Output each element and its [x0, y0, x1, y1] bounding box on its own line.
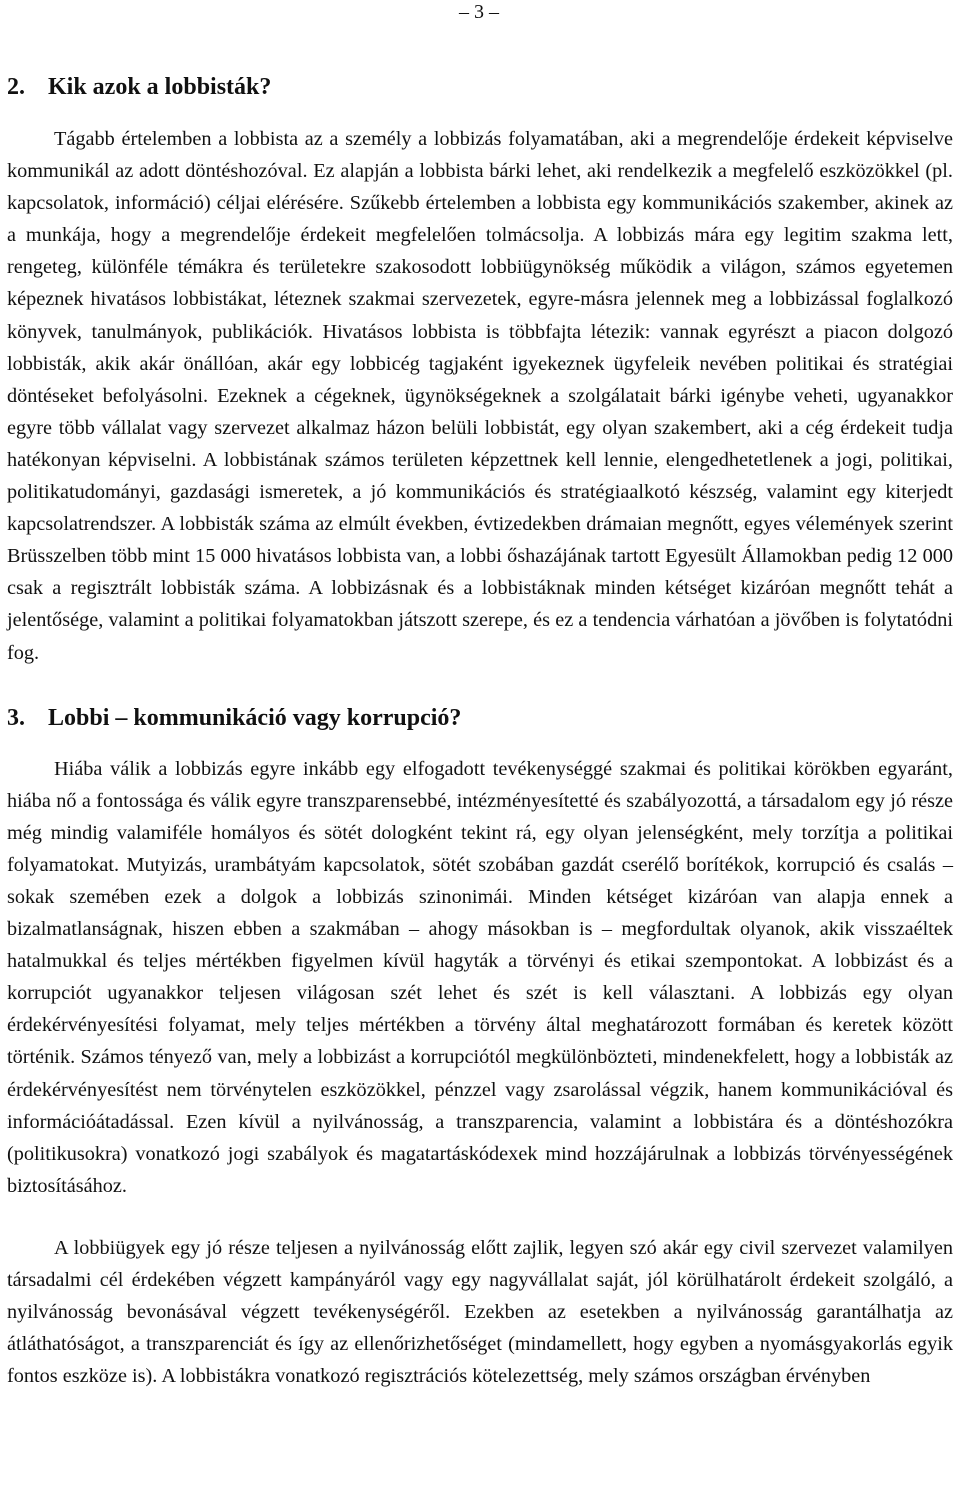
- section-title: Kik azok a lobbisták?: [48, 74, 272, 100]
- section-heading: [7, 701, 953, 735]
- page-number: – 3 –: [459, 1, 499, 23]
- section-number: 3.: [7, 704, 25, 731]
- section-heading: [7, 70, 953, 104]
- section-title: Lobbi – kommunikáció vagy korrupció?: [48, 704, 462, 731]
- document-body: [7, 70, 953, 1392]
- section-number: 2.: [7, 74, 25, 100]
- paragraph: Tágabb értelemben a lobbista az a személy a lobbizás folyamatában, aki a megrendelője érdekeit képviselve kommunikál az adott döntéshozóval. Ez alapján a lobbista bárki lehet, aki rendelkezik a megfelelő eszközökkel (pl. kapcsolatok, információ) céljai elérésére. Szűkebb értelemben a lobbista egy kommunikációs szakember, akinek az a munkája, hogy a megrendelője érdekeit megfelelően tolmácsolja. A lobbizás mára egy legitim szakma lett, rengeteg, különféle témákra és területekre szakosodott lobbiügynökség működik a világon, számos egyetemen képeznek hivatásos lobbistákat, léteznek szakmai szervezetek, egyre-másra jelennek meg a lobbizással foglalkozó könyvek, tanulmányok, publikációk. Hivatásos lobbista is többfajta létezik: vannak egyrészt a piacon dolgozó lobbisták, akik akár önállóan, akár egy lobbicég tagjaként igyekeznek ügyfeleik nevében politikai és stratégiai döntéseket befolyásolni. Ezeknek a cégeknek, ügynökségeknek a szolgálatait bárki igénybe veheti, ugyanakkor egyre több vállalat vagy szervezet alkalmaz házon belüli lobbistát, egy olyan szakembert, aki a cég érdekeit tudja hatékonyan képviselni. A lobbistának számos területen képzettnek kell lennie, elengedhetetlenek a jogi, politikai, politikatudományi, gazdasági ismeretek, a jó kommunikációs és stratégiaalkotó készség, valamint egy kiterjedt kapcsolatrendszer. A lobbisták száma az elmúlt években, évtizedekben drámaian megnőtt, egyes vélemények szerint Brüsszelben több mint 15 000 hivatásos lobbista van, a lobbi őshazájának tartott Egyesült Államokban pedig 12 000 csak a regisztrált lobbisták száma. A lobbizásnak és a lobbistáknak minden kétséget kizáróan megnőtt tehát a jelentősége, valamint a politikai folyamatokban játszott szerepe, és ez a tendencia várhatóan a jövőben is folytatódni fog.: [7, 128, 953, 664]
- paragraph: A lobbiügyek egy jó része teljesen a nyilvánosság előtt zajlik, legyen szó akár egy civil szervezet valamilyen társadalmi cél érdekében végzett kampányáról vagy egy nagyvállalat saját, jól körülhatárolt érdekeit szolgáló, a nyilvánosság bevonásával végzett tevékenységéről. Ezekben az esetekben a nyilvánosság garantálhatja az átláthatóságot, a transzparenciát és így az ellenőrizhetőséget (mindamellett, hogy egyben a nyomásgyakorlás egyik fontos eszköze is). A lobbistákra vonatkozó regisztrációs kötelezettség, mely számos országban érvényben: [7, 1236, 953, 1388]
- paragraph: Hiába válik a lobbizás egyre inkább egy elfogadott tevékenységgé szakmai és politikai körökben egyaránt, hiába nő a fontossága és válik egyre transzparensebbé, intézményesítetté és szabályozottá, a társadalom egy jó része még mindig valamiféle homályos és sötét dologként tekint rá, egy olyan jelenségként, mely torzítja a politikai folyamatokat. Mutyizás, urambátyám kapcsolatok, sötét szobában gazdát cserélő borítékok, korrupció és csalás – sokak szemében ezek a dolgok a lobbizás szinonimái. Minden kétséget kizáróan van alapja ennek a bizalmatlanságnak, hiszen ebben a szakmában – ahogy másokban is – megfordultak olyanok, akik visszaéltek hatalmukkal és teljes mértékben figyelmen kívül hagyták a törvényi és etikai szempontokat. A lobbizást és a korrupciót ugyanakkor teljesen világosan szét lehet és szét is kell választani. A lobbizás egy olyan érdekérvényesítési folyamat, mely teljes mértékben a törvény által meghatározott formában és keretek között történik. Számos tényező van, mely a lobbizást a korrupciótól megkülönbözteti, mindenekfelett, hogy a lobbisták az érdekérvényesítést nem törvénytelen eszközökkel, pénzzel vagy zsarolással végzik, hanem kommunikációval és információátadással. Ezen kívül a nyilvánosság, a transzparencia, valamint a lobbistára és a döntéshozókra (politikusokra) vonatkozó jogi szabályok és magatartáskódexek mind hozzájárulnak a lobbizás törvényességének biztosításához.: [7, 757, 953, 1197]
